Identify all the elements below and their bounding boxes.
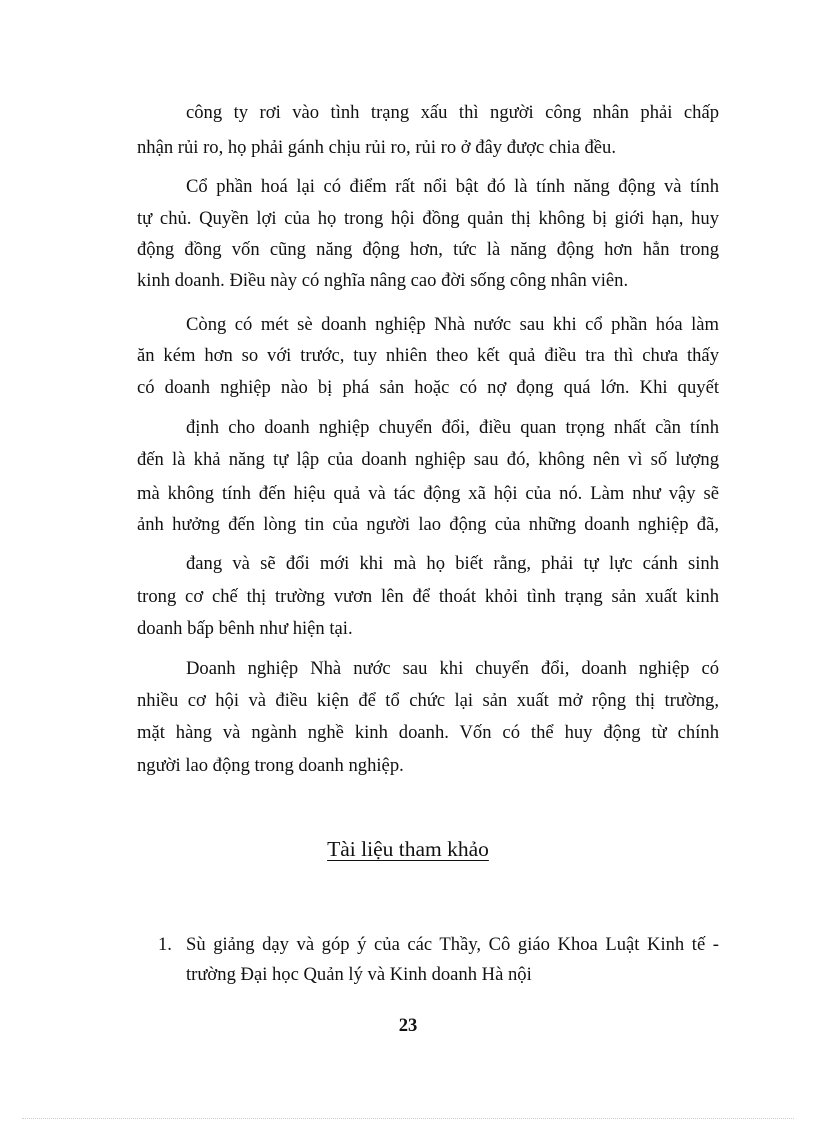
body-line: định cho doanh nghiệp chuyển đổi, điều quan trọng nhất cần tính (186, 417, 719, 438)
body-line: động đồng vốn cũng năng động hơn, tức là năng động hơn hẳn trong (137, 239, 719, 260)
references-heading-text: Tài liệu tham khảo (327, 837, 489, 861)
body-line: mặt hàng và ngành nghề kinh doanh. Vốn có thể huy động từ chính (137, 722, 719, 743)
body-line: Cổ phần hoá lại có điểm rất nổi bật đó là tính năng động và tính (186, 176, 719, 197)
body-line: có doanh nghiệp nào bị phá sản hoặc có nợ đọng quá lớn. Khi quyết (137, 377, 719, 398)
reference-line: Sù giảng dạy và góp ý của các Thầy, Cô giáo Khoa Luật Kinh tế - (186, 934, 719, 955)
body-line: ảnh hưởng đến lòng tin của người lao động của những doanh nghiệp đã, (137, 514, 719, 535)
body-line: đang và sẽ đổi mới khi mà họ biết rằng, phải tự lực cánh sinh (186, 553, 719, 574)
references-heading (0, 833, 816, 865)
body-line: công ty rơi vào tình trạng xấu thì người công nhân phải chấp (186, 102, 719, 123)
body-line: mà không tính đến hiệu quả và tác động xã hội của nó. Làm như vậy sẽ (137, 483, 719, 504)
reference-line: trường Đại học Quản lý và Kinh doanh Hà nội (186, 964, 532, 985)
body-line: ăn kém hơn so với trước, tuy nhiên theo kết quả điều tra thì chưa thấy (137, 345, 719, 366)
reference-number: 1. (158, 934, 172, 955)
body-line: nhiều cơ hội và điều kiện để tổ chức lại sản xuất mở rộng thị trường, (137, 690, 719, 711)
body-line: Còng có mét sè doanh nghiệp Nhà nước sau khi cổ phần hóa làm (186, 314, 719, 335)
page-number: 23 (398, 1015, 418, 1036)
body-line: đến là khả năng tự lập của doanh nghiệp sau đó, không nên vì số lượng (137, 449, 719, 470)
body-line: người lao động trong doanh nghiệp. (137, 755, 404, 776)
body-line: tự chủ. Quyền lợi của họ trong hội đồng quản thị không bị giới hạn, huy (137, 208, 719, 229)
body-line: Doanh nghiệp Nhà nước sau khi chuyển đổi, doanh nghiệp có (186, 658, 719, 679)
body-line: kinh doanh. Điều này có nghĩa nâng cao đời sống công nhân viên. (137, 270, 629, 291)
body-line: nhận rủi ro, họ phải gánh chịu rủi ro, rủi ro ở đây được chia đều. (137, 137, 616, 158)
body-line: doanh bấp bênh như hiện tại. (137, 618, 353, 639)
body-line: trong cơ chế thị trường vươn lên để thoát khỏi tình trạng sản xuất kinh (137, 586, 719, 607)
page-bottom-border (22, 1118, 794, 1119)
